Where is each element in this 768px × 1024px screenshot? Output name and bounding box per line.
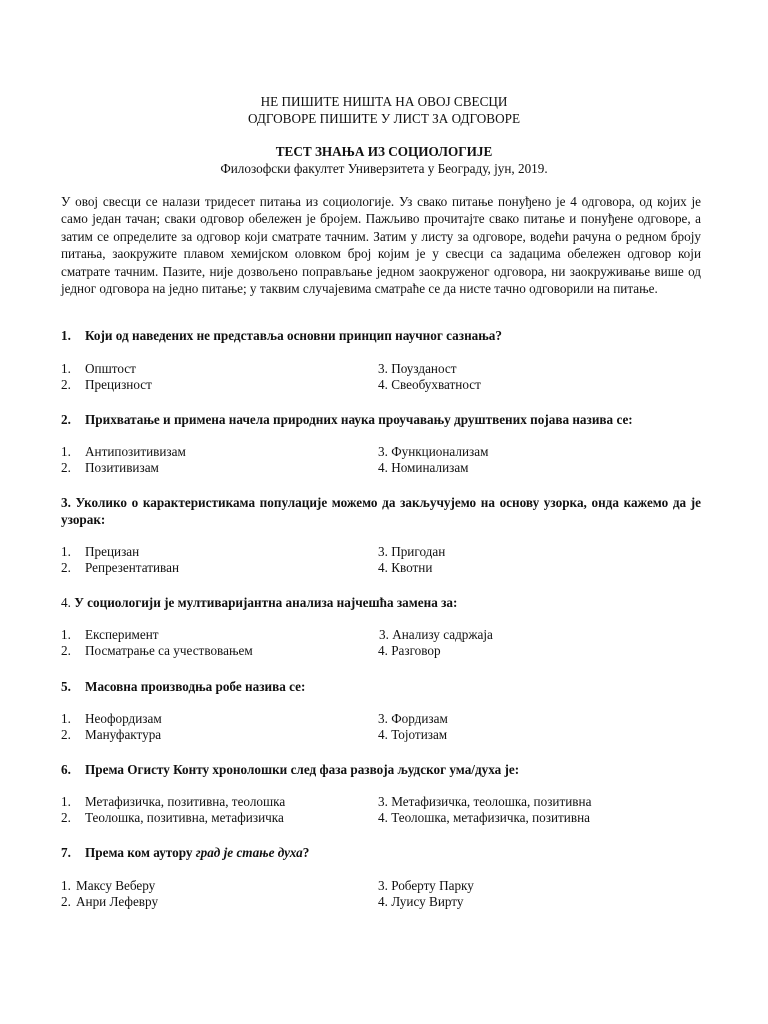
option-number: 1.	[61, 361, 71, 376]
option-text: Разговор	[391, 643, 441, 658]
question-4-option-4	[378, 643, 441, 659]
question-2-option-4	[378, 460, 469, 476]
option-number: 1.	[61, 627, 71, 642]
option-text: Номинализам	[391, 460, 469, 475]
question-7-option-3	[378, 878, 474, 894]
option-number: 4.	[378, 560, 388, 575]
option-text: Фордизам	[391, 711, 448, 726]
question-5-option-4	[378, 727, 447, 743]
question-2-title	[61, 411, 701, 428]
question-text: Који од наведених не представља основни принцип научног сазнања?	[85, 328, 502, 343]
option-number: 1.	[61, 544, 71, 559]
question-2-option-2	[61, 460, 159, 476]
question-3-option-4	[378, 560, 432, 576]
question-7-option-2	[61, 894, 158, 910]
question-text-italic: град је стање духа	[195, 845, 303, 860]
question-1-title	[61, 327, 701, 344]
question-1-option-3	[378, 361, 457, 377]
option-text: Луису Вирту	[391, 894, 464, 909]
option-text: Позитивизам	[85, 460, 159, 475]
question-number: 7.	[61, 845, 71, 860]
question-text: Уколико о карактеристикама популације можемо да закључујемо на основу узорка, онда кажемо да је узорак:	[61, 495, 701, 528]
option-text: Метафизичка, позитивна, теолошка	[85, 794, 286, 809]
option-text: Пригодан	[391, 544, 446, 559]
question-6-title	[61, 761, 701, 778]
page-title: ТЕСТ ЗНАЊА ИЗ СОЦИОЛОГИЈЕ	[275, 144, 493, 159]
option-number: 4.	[378, 727, 388, 742]
question-text: У социологији је мултиваријантна анализа најчешћа замена за:	[74, 595, 458, 610]
option-number: 1.	[61, 711, 71, 726]
option-number: 2.	[61, 560, 71, 575]
question-number: 6.	[61, 762, 71, 777]
option-text: Анри Лефевру	[76, 894, 159, 909]
option-number: 2.	[61, 894, 71, 909]
option-text: Теолошка, метафизичка, позитивна	[391, 810, 591, 825]
question-1-option-2	[61, 377, 152, 393]
option-text: Тојотизам	[391, 727, 448, 742]
question-text: Према ком аутору	[85, 845, 196, 860]
option-text: Квотни	[391, 560, 433, 575]
question-text: Масовна производња робе назива се:	[85, 679, 306, 694]
option-number: 3.	[378, 794, 388, 809]
question-number: 2.	[61, 412, 71, 427]
question-2-option-3	[378, 444, 488, 460]
option-text: Роберту Парку	[391, 878, 474, 893]
question-number: 3.	[61, 495, 71, 510]
option-text: Неофордизам	[85, 711, 162, 726]
question-5-option-3	[378, 711, 448, 727]
question-6-option-4	[378, 810, 590, 826]
option-number: 2.	[61, 810, 71, 825]
option-text: Општост	[85, 361, 136, 376]
option-text: Анализу садржаја	[392, 627, 493, 642]
option-number: 4.	[378, 460, 388, 475]
option-text: Свеобухватност	[391, 377, 481, 392]
option-text: Максу Веберу	[76, 878, 156, 893]
question-3-title	[61, 494, 701, 529]
option-text: Поузданост	[391, 361, 457, 376]
option-number: 2.	[61, 377, 71, 392]
question-5-title	[61, 678, 701, 695]
option-text: Прецизан	[85, 544, 140, 559]
option-text: Мануфактура	[85, 727, 162, 742]
option-number: 4.	[378, 894, 388, 909]
question-4-option-2	[61, 643, 253, 659]
option-number: 3.	[378, 711, 388, 726]
option-text: Антипозитивизам	[85, 444, 186, 459]
page-subtitle: Филозофски факултет Универзитета у Београду, јун, 2019.	[220, 161, 548, 176]
question-2-option-1	[61, 444, 186, 460]
instructions-paragraph: У овој свесци се налази тридесет питања из социологије. Уз свако питање понуђено је 4 одговора, од којих је само један тачан; сваки одговор обележен је бројем. Пажљиво прочитајте свако питање и понуђене одговоре, а затим се определите за одговор који сматрате тачним. Затим у листу за одговоре, водећи рачуна о редном броју питања, заокружите плавом хемијском оловком број којим је у свесци са задацима обележен одговор који сматрате тачним. Пазите, није дозвољено поправљање једном заокруженог одговора, ни заокруживање више од једног одговора на једно питање; у таквим случајевима сматраће се да нисте тачно одговорили на питање.	[61, 194, 701, 297]
option-number: 3.	[378, 544, 388, 559]
header-warning-line1: НЕ ПИШИТЕ НИШТА НА ОВОЈ СВЕСЦИ	[260, 94, 508, 109]
option-number: 4.	[378, 377, 388, 392]
header-warning-line2: ОДГОВОРЕ ПИШИТЕ У ЛИСТ ЗА ОДГОВОРЕ	[247, 111, 521, 126]
question-6-option-1	[61, 794, 285, 810]
question-3-option-1	[61, 544, 139, 560]
question-3-option-3	[378, 544, 445, 560]
option-number: 1.	[61, 794, 71, 809]
question-text: Прихватање и примена начела природних наука проучавању друштвених појава назива се:	[85, 412, 633, 427]
option-number: 3.	[378, 444, 388, 459]
option-number: 2.	[61, 460, 71, 475]
option-text: Експеримент	[85, 627, 159, 642]
question-number: 4.	[61, 595, 71, 610]
question-6-option-2	[61, 810, 284, 826]
option-number: 3.	[379, 627, 389, 642]
question-1-option-4	[378, 377, 481, 393]
question-text-end: ?	[302, 845, 310, 860]
question-text: Према Огисту Конту хронолошки след фаза развоја људског ума/духа је:	[85, 762, 520, 777]
question-7-title	[61, 844, 701, 861]
question-3-option-2	[61, 560, 179, 576]
option-number: 3.	[378, 878, 388, 893]
question-6-option-3	[378, 794, 591, 810]
question-4-option-3	[379, 627, 493, 643]
option-text: Теолошка, позитивна, метафизичка	[85, 810, 284, 825]
option-text: Метафизичка, теолошка, позитивна	[391, 794, 592, 809]
question-5-option-1	[61, 711, 162, 727]
question-4-title	[61, 594, 701, 611]
option-text: Прецизност	[85, 377, 152, 392]
option-number: 4.	[378, 643, 388, 658]
option-text: Функционализам	[391, 444, 489, 459]
option-number: 2.	[61, 727, 71, 742]
question-5-option-2	[61, 727, 161, 743]
question-4-option-1	[61, 627, 159, 643]
question-1-option-1	[61, 361, 136, 377]
question-7-option-1	[61, 878, 155, 894]
question-number: 1.	[61, 328, 71, 343]
question-number: 5.	[61, 679, 71, 694]
option-number: 3.	[378, 361, 388, 376]
option-text: Посматрање са учествовањем	[85, 643, 253, 658]
option-number: 2.	[61, 643, 71, 658]
option-number: 1.	[61, 444, 71, 459]
option-number: 4.	[378, 810, 388, 825]
option-text: Репрезентативан	[85, 560, 180, 575]
option-number: 1.	[61, 878, 71, 893]
question-7-option-4	[378, 894, 463, 910]
